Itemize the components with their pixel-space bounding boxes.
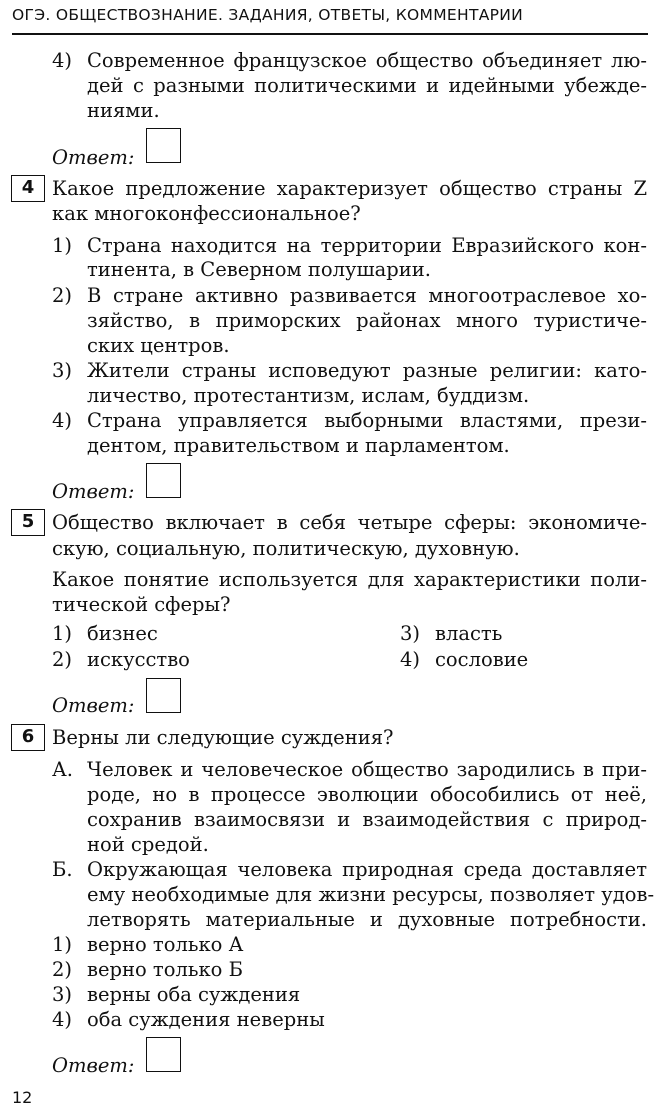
option-text: Современное французское общество объединяет лю- <box>87 49 647 72</box>
option-number: 1) <box>52 234 73 257</box>
option-text: тинента, в Северном полушарии. <box>87 258 431 281</box>
option-number: 4) <box>52 49 73 72</box>
judgment-label: А. <box>52 758 73 781</box>
answer-label: Ответ: <box>52 480 135 503</box>
option-number: 4) <box>400 648 421 671</box>
option-number: 2) <box>52 284 73 307</box>
page-header: ОГЭ. ОБЩЕСТВОЗНАНИЕ. ЗАДАНИЯ, ОТВЕТЫ, КОММЕНТАРИИ <box>12 6 648 35</box>
judgment-text: ему необходимые для жизни ресурсы, позволяет удов- <box>87 883 655 906</box>
option-text: верны оба суждения <box>87 983 301 1006</box>
option-text: зяйство, в приморских районах много туристиче- <box>87 309 647 332</box>
option-text: искусство <box>87 648 190 671</box>
judgment-text: сохранив взаимосвязи и взаимодействия с природ- <box>87 808 647 831</box>
answer-label: Ответ: <box>52 146 135 169</box>
question-stem: как многоконфессиональное? <box>52 202 361 225</box>
question-number-badge: 6 <box>11 724 45 751</box>
option-text: дентом, правительством и парламентом. <box>87 434 510 457</box>
option-text: оба суждения неверны <box>87 1008 325 1031</box>
option-number: 3) <box>400 622 421 645</box>
answer-label: Ответ: <box>52 694 135 717</box>
question-stem: Верны ли следующие суждения? <box>52 726 394 749</box>
option-text: В стране активно развивается многоотраслевое хо- <box>87 284 647 307</box>
question-stem: скую, социальную, политическую, духовную. <box>52 537 520 560</box>
option-number: 2) <box>52 958 73 981</box>
option-text: личество, протестантизм, ислам, буддизм. <box>87 384 530 407</box>
option-text: ских центров. <box>87 334 230 357</box>
option-text: верно только А <box>87 933 244 956</box>
answer-input-box[interactable] <box>146 463 181 498</box>
option-text: сословие <box>435 648 529 671</box>
question-text: Какое понятие используется для характеристики поли- <box>52 568 647 591</box>
option-text: дей с разными политическими и идейными убежде- <box>87 74 647 97</box>
question-number-badge: 5 <box>11 509 45 536</box>
option-number: 2) <box>52 648 73 671</box>
judgment-text: ной средой. <box>87 833 209 856</box>
option-number: 4) <box>52 409 73 432</box>
option-text: Страна управляется выборными властями, прези- <box>87 409 647 432</box>
option-text: бизнес <box>87 622 158 645</box>
judgment-label: Б. <box>52 858 73 881</box>
judgment-text: Человек и человеческое общество зародились в при- <box>87 758 647 781</box>
page-number: 12 <box>12 1088 33 1107</box>
option-text: Жители страны исповедуют разные религии: като- <box>87 359 647 382</box>
option-text: Страна находится на территории Евразийского кон- <box>87 234 647 257</box>
judgment-text: Окружающая человека природная среда доставляет <box>87 858 647 881</box>
option-text: ниями. <box>87 99 160 122</box>
judgment-text: роде, но в процессе эволюции обособились от неё, <box>87 783 647 806</box>
option-number: 3) <box>52 983 73 1006</box>
answer-input-box[interactable] <box>146 678 181 713</box>
option-text: власть <box>435 622 503 645</box>
option-number: 1) <box>52 933 73 956</box>
option-number: 3) <box>52 359 73 382</box>
question-number-badge: 4 <box>11 175 45 202</box>
answer-label: Ответ: <box>52 1054 135 1077</box>
answer-input-box[interactable] <box>146 128 181 163</box>
judgment-text: летворять материальные и духовные потребности. <box>87 908 647 931</box>
answer-input-box[interactable] <box>146 1037 181 1072</box>
option-text: верно только Б <box>87 958 243 981</box>
question-stem: Общество включает в себя четыре сферы: экономиче- <box>52 511 647 534</box>
option-number: 1) <box>52 622 73 645</box>
option-number: 4) <box>52 1008 73 1031</box>
question-text: тической сферы? <box>52 593 231 616</box>
question-stem: Какое предложение характеризует общество страны Z <box>52 177 647 200</box>
